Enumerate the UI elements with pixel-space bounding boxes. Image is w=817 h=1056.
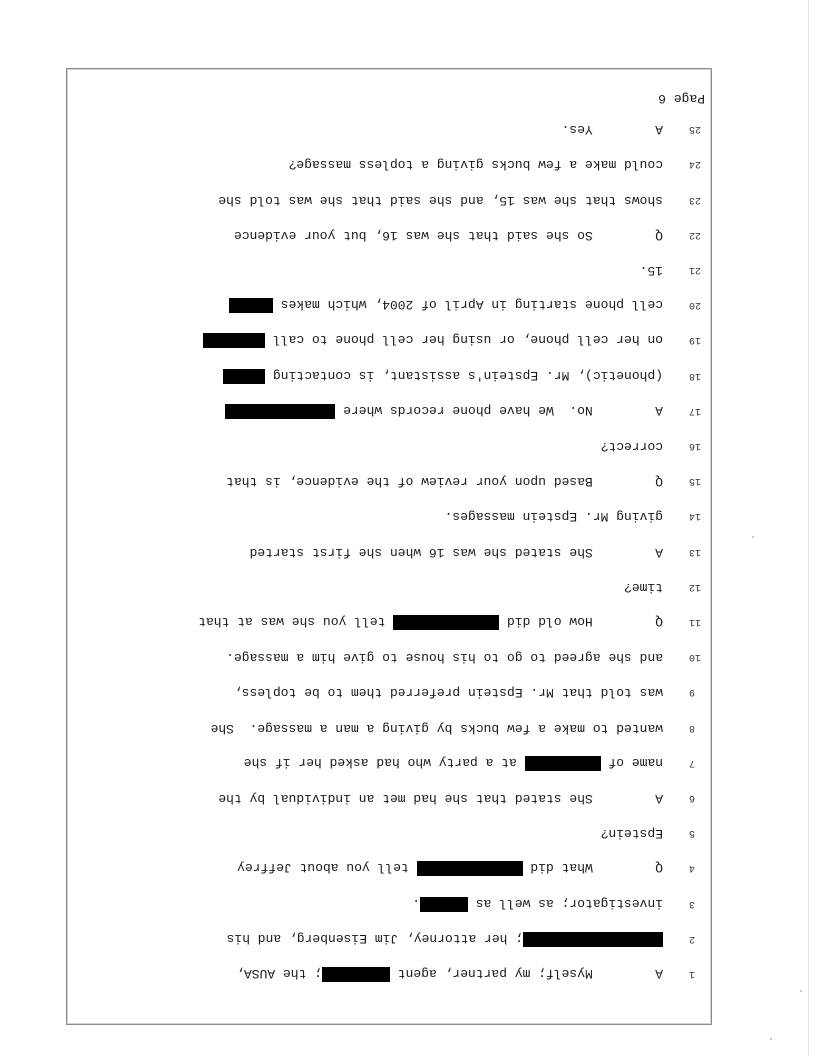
line-text-segment: time?	[623, 579, 663, 595]
line-text	[229, 297, 663, 313]
page-content	[67, 69, 711, 1024]
line-text	[445, 509, 663, 524]
line-text	[218, 791, 663, 806]
transcript-page	[66, 68, 712, 1025]
line-text	[234, 228, 663, 243]
scan-speck	[770, 1038, 772, 1040]
line-text-segment: could make a few bucks giving a topless massage?	[288, 157, 663, 173]
line-text	[234, 685, 663, 700]
redaction-box	[203, 333, 265, 348]
line-text	[412, 896, 663, 912]
scan-edge-line	[808, 0, 809, 1056]
line-text-segment: on her cell phone, or using her cell phone to call	[265, 332, 663, 348]
line-number: 20	[689, 299, 702, 311]
line-text-segment: wanted to make a few bucks by giving a man a massage. She	[210, 720, 663, 736]
line-text	[225, 403, 663, 419]
line-number: 22	[689, 228, 702, 240]
line-text	[203, 332, 663, 348]
line-text-segment: name of	[600, 754, 663, 770]
line-number: 19	[689, 334, 702, 346]
line-text-segment: A Yes.	[561, 122, 663, 138]
line-number: 11	[689, 616, 702, 627]
line-number: 3	[689, 897, 696, 909]
page-label: Page 6	[658, 91, 705, 106]
line-text-segment: (phonetic), Mr. Epstein's assistant, is contacting	[265, 367, 663, 383]
redaction-box	[393, 615, 499, 630]
line-text-segment: investigator; as well as	[467, 895, 663, 911]
line-number: 13	[689, 545, 702, 557]
line-text	[226, 650, 663, 665]
redaction-box	[525, 756, 601, 771]
line-number: 18	[689, 369, 702, 381]
scan-speck	[752, 536, 754, 538]
line-number: 15	[689, 475, 702, 487]
line-text-segment: Q How old did	[499, 614, 663, 629]
line-number: 2	[689, 932, 696, 944]
redaction-box	[225, 404, 335, 419]
line-text-segment: Epstein?	[600, 826, 663, 842]
line-text-segment: shows that she was 15, and she said that she was told she	[218, 192, 663, 208]
line-text-segment: A She stated she was 16 when she first started	[249, 544, 663, 560]
line-text	[244, 755, 663, 771]
line-number: 16	[689, 440, 702, 451]
line-text-segment: was told that Mr. Epstein preferred them to be topless,	[233, 685, 663, 701]
line-number: 24	[689, 158, 702, 170]
line-text-segment: A No. We have phone records where	[335, 402, 663, 418]
line-text	[289, 157, 663, 172]
line-text	[211, 721, 663, 736]
line-number: 5	[689, 827, 696, 839]
line-number: 12	[689, 580, 702, 592]
line-text-segment: and she agreed to go to his house to give him a massage.	[226, 650, 663, 666]
line-number: 9	[689, 686, 696, 698]
line-number: 6	[689, 792, 696, 803]
line-text-segment: at a party who had asked her if she	[243, 754, 525, 770]
line-number: 7	[689, 756, 696, 768]
line-text	[236, 966, 663, 982]
line-text	[237, 860, 663, 876]
line-text	[640, 263, 663, 278]
line-text-segment: cell phone starting in April of 2004, which makes	[272, 297, 663, 313]
line-text	[250, 545, 663, 560]
line-text-segment: giving Mr. Epstein massages.	[444, 509, 663, 525]
line-text	[624, 580, 663, 595]
line-number: 17	[689, 404, 702, 416]
redaction-box	[417, 861, 523, 876]
line-text	[198, 614, 663, 630]
line-text-segment: correct?	[600, 439, 663, 454]
redaction-box	[322, 967, 390, 982]
line-text-segment: Q So she said that she was 16, but your evidence	[233, 227, 663, 243]
line-text	[562, 122, 663, 137]
line-number: 14	[689, 510, 702, 522]
line-text-segment: ; the AUSA,	[236, 966, 322, 981]
line-number: 25	[689, 123, 702, 135]
redaction-box	[420, 897, 468, 912]
line-number: 23	[689, 193, 702, 205]
line-text-segment: tell you about Jeffrey	[237, 860, 417, 876]
line-number: 10	[689, 651, 702, 663]
redaction-box	[229, 298, 273, 313]
line-text-segment: tell you she was at that	[198, 614, 394, 629]
line-text-segment: A Myself; my partner, agent	[389, 966, 663, 981]
line-text	[227, 931, 663, 947]
line-text	[218, 193, 663, 208]
line-number: 1	[689, 968, 696, 979]
redaction-box	[523, 932, 663, 947]
line-text-segment: ; her attorney, Jim Eisenberg, and his	[226, 930, 523, 946]
line-number: 8	[689, 721, 696, 733]
line-number: 21	[689, 264, 702, 275]
scan-speck	[800, 990, 802, 992]
line-text	[226, 474, 663, 489]
line-text-segment: .	[412, 895, 420, 911]
line-text	[601, 826, 663, 841]
line-text	[223, 368, 663, 384]
line-text-segment: 15.	[639, 263, 663, 278]
line-number: 4	[689, 862, 696, 874]
redaction-box	[223, 369, 265, 384]
line-text-segment: Q What did	[522, 860, 663, 876]
line-text-segment: A She stated that she had met an individual by the	[218, 791, 663, 806]
line-text-segment: Q Based upon your review of the evidence, is that	[226, 474, 663, 490]
line-text	[601, 439, 663, 454]
